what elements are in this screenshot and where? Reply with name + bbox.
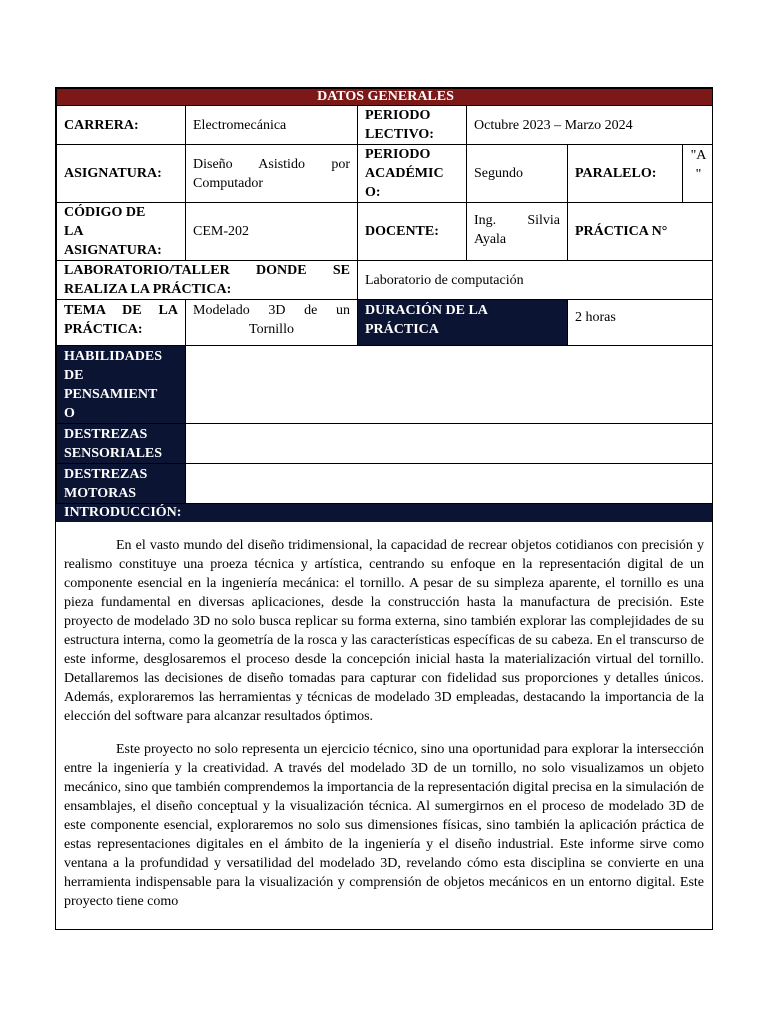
label-line: DE	[64, 368, 84, 383]
label-line: LABORATORIO/TALLER DONDE SE	[64, 263, 350, 278]
habilidades-label	[57, 346, 186, 424]
label-line: CÓDIGO DE	[64, 205, 146, 220]
tema-value	[186, 300, 358, 346]
label-line: MOTORAS	[64, 486, 137, 501]
general-data-table	[56, 88, 713, 522]
asignatura-value	[186, 145, 358, 203]
paralelo-label: PARALELO:	[568, 145, 683, 203]
tema-label	[57, 300, 186, 346]
label-line: PRÁCTICA:	[64, 322, 143, 337]
introduccion-title: INTRODUCCIÓN:	[57, 504, 714, 522]
value-line: Diseño Asistido por	[193, 156, 350, 172]
codigo-label	[57, 203, 186, 261]
label-line: PENSAMIENT	[64, 387, 158, 402]
laboratorio-label	[57, 261, 358, 300]
label-line: DESTREZAS	[64, 467, 148, 482]
practica-label: PRÁCTICA N°	[568, 203, 714, 261]
habilidades-value	[186, 346, 714, 424]
value-line: Ayala	[474, 232, 507, 247]
label-line: O:	[365, 185, 381, 200]
label-line: ASIGNATURA:	[64, 243, 162, 258]
label-line: PRÁCTICA	[365, 322, 439, 337]
table-header: DATOS GENERALES	[57, 89, 714, 106]
label-line: DESTREZAS	[64, 427, 148, 442]
label-line: REALIZA LA PRÁCTICA:	[64, 282, 232, 297]
value-line: Tornillo	[249, 322, 294, 337]
paralelo-value	[683, 145, 714, 203]
docente-label: DOCENTE:	[358, 203, 467, 261]
value-line: Computador	[193, 175, 263, 191]
label-line: PERIODO	[365, 108, 431, 123]
label-line: PERIODO	[365, 147, 431, 162]
label-line: DURACIÓN DE LA	[365, 303, 488, 318]
duracion-value: 2 horas	[568, 300, 714, 346]
docente-value	[467, 203, 568, 261]
value-line: Ing. Silvia	[474, 213, 560, 228]
periodo-academico-value: Segundo	[467, 145, 568, 203]
carrera-value: Electromecánica	[186, 106, 358, 145]
periodo-lectivo-label	[358, 106, 467, 145]
label-line: LA	[64, 224, 84, 239]
sensoriales-label	[57, 424, 186, 464]
laboratorio-value: Laboratorio de computación	[358, 261, 714, 300]
label-line: LECTIVO:	[365, 127, 434, 142]
label-line: HABILIDADES	[64, 349, 163, 364]
introduccion-body	[56, 522, 712, 911]
label-line: TEMA DE LA	[64, 303, 178, 318]
label-line: O	[64, 406, 75, 421]
sensoriales-value	[186, 424, 714, 464]
periodo-academico-label	[358, 145, 467, 203]
carrera-label: CARRERA:	[57, 106, 186, 145]
asignatura-label: ASIGNATURA:	[57, 145, 186, 203]
introduccion-paragraph-2: Este proyecto no solo representa un ejercicio técnico, sino una oportunidad para explorar la intersección entre la ingeniería y la creatividad. A través del modelado 3D de un tornillo, no solo visualizamos un objeto mecánico, sino que también comprendemos la importancia de la representación digital precisa en la simulación de ensamblajes, el diseño conceptual y la visualización técnica. Al sumergirnos en el proceso de modelado 3D de este componente esencial, exploraremos no solo sus dimensiones físicas, sino también la aplicación práctica de estas representaciones digitales en el ámbito de la ingeniería y el diseño industrial. Este informe sirve como ventana a la profundidad y versatilidad del modelado 3D, revelando cómo esta disciplina se convierte en una herramienta indispensable para la visualización y comprensión de objetos mecánicos en un entorno digital. Este proyecto tiene como	[64, 742, 704, 909]
periodo-lectivo-value: Octubre 2023 – Marzo 2024	[467, 106, 714, 145]
duracion-label	[358, 300, 568, 346]
label-line: SENSORIALES	[64, 446, 163, 461]
motoras-label	[57, 464, 186, 504]
label-line: ACADÉMIC	[365, 166, 444, 181]
introduccion-paragraph-1: En el vasto mundo del diseño tridimensional, la capacidad de recrear objetos cotidianos con precisión y realismo constituye una proeza técnica y artística, centrando su enfoque en la representación digital de un componente esencial en la ingeniería mecánica: el tornillo. A pesar de su simpleza aparente, el tornillo es una pieza fundamental en diversas aplicaciones, desde la construcción hasta la manufactura de precisión. Este proyecto de modelado 3D no solo busca replicar su forma externa, sino también explorar las complejidades de su estructura interna, como la geometría de la rosca y las características específicas de su cabeza. En el transcurso de este informe, desglosaremos el proceso desde la concepción inicial hasta la materialización virtual del tornillo. Detallaremos las decisiones de diseño tomadas para capturar con fidelidad sus proporciones y detalles únicos. Además, exploraremos las herramientas y técnicas de modelado 3D empleadas, destacando la importancia de la elección del software para alcanzar resultados óptimos.	[64, 538, 704, 724]
value-line: "A	[690, 148, 707, 163]
motoras-value	[186, 464, 714, 504]
document-page	[55, 87, 713, 930]
codigo-value: CEM-202	[186, 203, 358, 261]
value-line: Modelado 3D de un	[193, 303, 350, 318]
value-line: "	[695, 167, 702, 182]
